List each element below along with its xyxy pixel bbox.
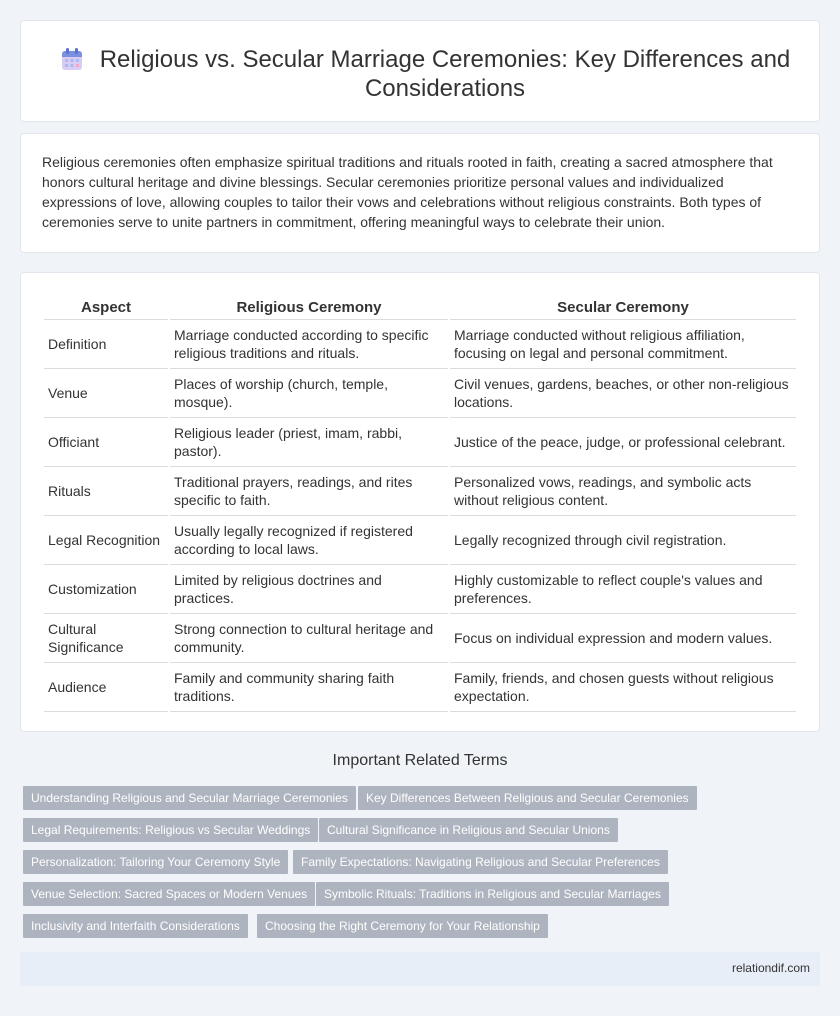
aspect-cell: Definition: [44, 320, 168, 369]
aspect-cell: Venue: [44, 369, 168, 418]
related-tag[interactable]: Choosing the Right Ceremony for Your Relationship: [257, 914, 548, 938]
secular-cell: Highly customizable to reflect couple's values and preferences.: [450, 565, 796, 614]
religious-cell: Traditional prayers, readings, and rites specific to faith.: [170, 467, 448, 516]
related-tag[interactable]: Personalization: Tailoring Your Ceremony Style: [23, 850, 288, 874]
related-tag[interactable]: Understanding Religious and Secular Marriage Ceremonies: [23, 786, 356, 810]
related-tag[interactable]: Venue Selection: Sacred Spaces or Modern Venues: [23, 882, 315, 906]
secular-cell: Legally recognized through civil registration.: [450, 516, 796, 565]
religious-cell: Marriage conducted according to specific religious traditions and rituals.: [170, 320, 448, 369]
header-secular: Secular Ceremony: [450, 295, 796, 320]
table-row: [44, 467, 796, 516]
table-row: [44, 663, 796, 712]
footer-site[interactable]: relationdif.com: [731, 961, 810, 975]
related-tag[interactable]: Symbolic Rituals: Traditions in Religious and Secular Marriages: [316, 882, 669, 906]
page-title: Religious vs. Secular Marriage Ceremonies: Key Differences and Considerations: [99, 46, 791, 102]
religious-cell: Limited by religious doctrines and practices.: [170, 565, 448, 614]
table-row: [44, 516, 796, 565]
secular-cell: Civil venues, gardens, beaches, or other non-religious locations.: [450, 369, 796, 418]
related-terms-title: Important Related Terms: [332, 752, 508, 769]
secular-cell: Focus on individual expression and modern values.: [450, 614, 796, 663]
calendar-icon: [61, 48, 83, 72]
religious-cell: Places of worship (church, temple, mosque).: [170, 369, 448, 418]
secular-cell: Marriage conducted without religious affiliation, focusing on legal and personal commitment.: [450, 320, 796, 369]
related-tag[interactable]: Family Expectations: Navigating Religious and Secular Preferences: [293, 850, 668, 874]
table-row: [44, 565, 796, 614]
aspect-cell: Cultural Significance: [44, 614, 168, 663]
header-card: [20, 20, 820, 122]
religious-cell: Religious leader (priest, imam, rabbi, pastor).: [170, 418, 448, 467]
secular-cell: Personalized vows, readings, and symbolic acts without religious content.: [450, 467, 796, 516]
related-tag[interactable]: Key Differences Between Religious and Secular Ceremonies: [358, 786, 697, 810]
aspect-cell: Audience: [44, 663, 168, 712]
religious-cell: Family and community sharing faith traditions.: [170, 663, 448, 712]
comparison-card: [20, 272, 820, 732]
table-row: [44, 369, 796, 418]
intro-text: Religious ceremonies often emphasize spiritual traditions and rituals rooted in faith, creating a sacred atmosphere that honors cultural heritage and divine blessings. Secular ceremonies prioritize personal values and individualized expressions of love, allowing couples to tailor their vows and celebrations without religious constraints. Both types of ceremonies serve to unite partners in commitment, offering meaningful ways to celebrate their union.: [42, 154, 773, 230]
religious-cell: Strong connection to cultural heritage and community.: [170, 614, 448, 663]
related-tag[interactable]: Legal Requirements: Religious vs Secular Weddings: [23, 818, 318, 842]
intro-card: [20, 133, 820, 253]
table-row: [44, 418, 796, 467]
secular-cell: Family, friends, and chosen guests without religious expectation.: [450, 663, 796, 712]
related-tag[interactable]: Inclusivity and Interfaith Considerations: [23, 914, 248, 938]
header-religious: Religious Ceremony: [170, 295, 448, 320]
table-header-row: [44, 295, 796, 320]
secular-cell: Justice of the peace, judge, or professional celebrant.: [450, 418, 796, 467]
religious-cell: Usually legally recognized if registered according to local laws.: [170, 516, 448, 565]
aspect-cell: Customization: [44, 565, 168, 614]
related-tag[interactable]: Cultural Significance in Religious and Secular Unions: [319, 818, 618, 842]
title-wrap: [61, 45, 799, 103]
header-aspect: Aspect: [44, 295, 168, 320]
aspect-cell: Rituals: [44, 467, 168, 516]
table-row: [44, 320, 796, 369]
table-row: [44, 614, 796, 663]
footer: [20, 952, 820, 986]
comparison-table: [42, 295, 798, 712]
aspect-cell: Officiant: [44, 418, 168, 467]
aspect-cell: Legal Recognition: [44, 516, 168, 565]
